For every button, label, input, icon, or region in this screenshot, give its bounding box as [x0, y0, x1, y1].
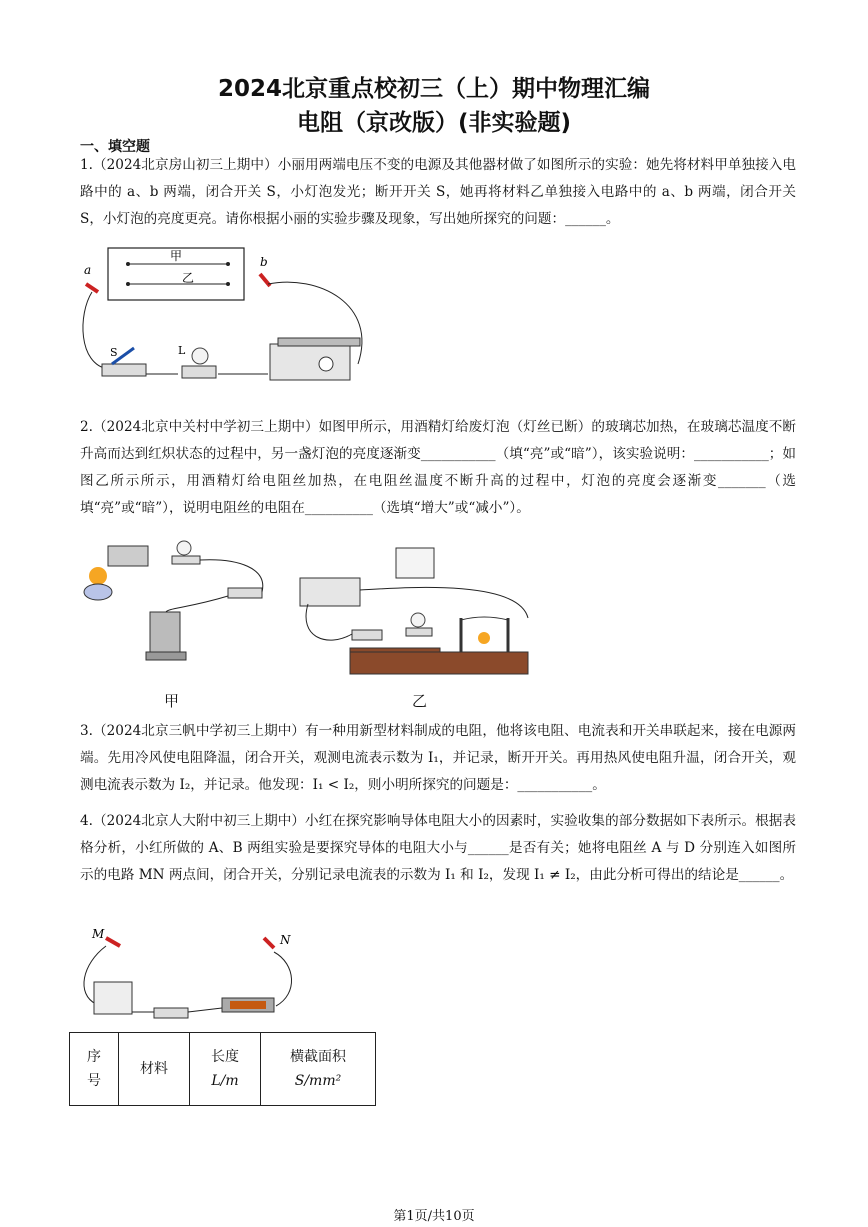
table-header-row [70, 1033, 376, 1106]
page-title: 2024北京重点校初三（上）期中物理汇编 [217, 76, 650, 102]
section-heading: 一、填空题 [80, 139, 150, 155]
figure-1-circuit [78, 244, 378, 384]
question-3-text: 3.（2024北京三帆中学初三上期中）有一种用新型材料制成的电阻，他将该电阻、电流表和开关串联起来，接在电源两端。先用冷风使电阻降温，闭合开关，观测电流表示数为 I₁，并记录，断开开关。再用热风使电阻升温，闭合开关，观测电流表示数为 I₂，并记录。他发现：I₁ < I₂，则小明所探究的问题是：___________。 [80, 723, 796, 793]
page-footer: 第1页/共10页 [393, 1209, 475, 1224]
page-subtitle: 电阻（京改版）(非实验题) [296, 110, 572, 136]
label-yi: 乙 [182, 271, 195, 285]
question-2-text: 2.（2024北京中关村中学初三上期中）如图甲所示，用酒精灯给废灯泡（灯丝已断）的玻璃芯加热，在玻璃芯温度不断升高而达到红炽状态的过程中，另一盏灯泡的亮度逐渐变___________（填“亮”或“暗”），该实验说明：___________；如图乙所示所示，用酒精灯给电阻丝加热，在电阻丝温度不断升高的过程中，灯泡的亮度会逐渐变_______（选填“亮”或“暗”），说明电阻丝的电阻在__________（选填“增大”或“减小”）。 [80, 419, 796, 516]
label-n: N [280, 933, 291, 947]
question-3 [80, 718, 796, 799]
question-1-text: 1.（2024北京房山初三上期中）小丽用两端电压不变的电源及其他器材做了如图所示的实验：她先将材料甲单独接入电路中的 a、b 两端，闭合开关 S，小灯泡发光；断开开关 S，她再将材料乙单独接入电路中的 a、b 两端，闭合开关 S，小灯泡的亮度更亮。请你根据小丽的实验步骤及现象，写出她所探究的问题：______。 [80, 157, 796, 227]
label-a: a [84, 263, 92, 277]
caption-yi: 乙 [412, 692, 428, 710]
header-material: 材料 [119, 1033, 190, 1106]
figure-3-circuit [76, 924, 306, 1024]
header-area-unit: S/mm² [294, 1073, 342, 1089]
label-b: b [260, 255, 268, 269]
question-1 [80, 152, 796, 233]
header-seq-2: 号 [87, 1073, 101, 1089]
question-2 [80, 414, 796, 522]
data-table [69, 1032, 376, 1106]
question-4-text: 4.（2024北京人大附中初三上期中）小红在探究影响导体电阻大小的因素时，实验收集的部分数据如下表所示。根据表格分析，小红所做的 A、B 两组实验是要探究导体的电阻大小与______是否有关；她将电阻丝 A 与 D 分别连入如图所示的电路 MN 两点间，闭合开关，分别记录电流表的示数为 I₁ 和 I₂，发现 I₁ ≠ I₂，由此分析可得出的结论是______。 [80, 813, 796, 883]
label-s: S [110, 346, 118, 359]
header-area: 横截面积 [290, 1049, 346, 1065]
label-l: L [178, 344, 186, 357]
question-4 [80, 808, 796, 889]
label-jia: 甲 [170, 249, 183, 263]
header-length-unit: L/m [211, 1073, 239, 1089]
caption-jia: 甲 [164, 692, 180, 710]
figure-2-circuits [78, 538, 538, 688]
header-seq-1: 序 [87, 1049, 101, 1065]
header-length: 长度 [211, 1049, 239, 1065]
label-m: M [92, 927, 105, 941]
